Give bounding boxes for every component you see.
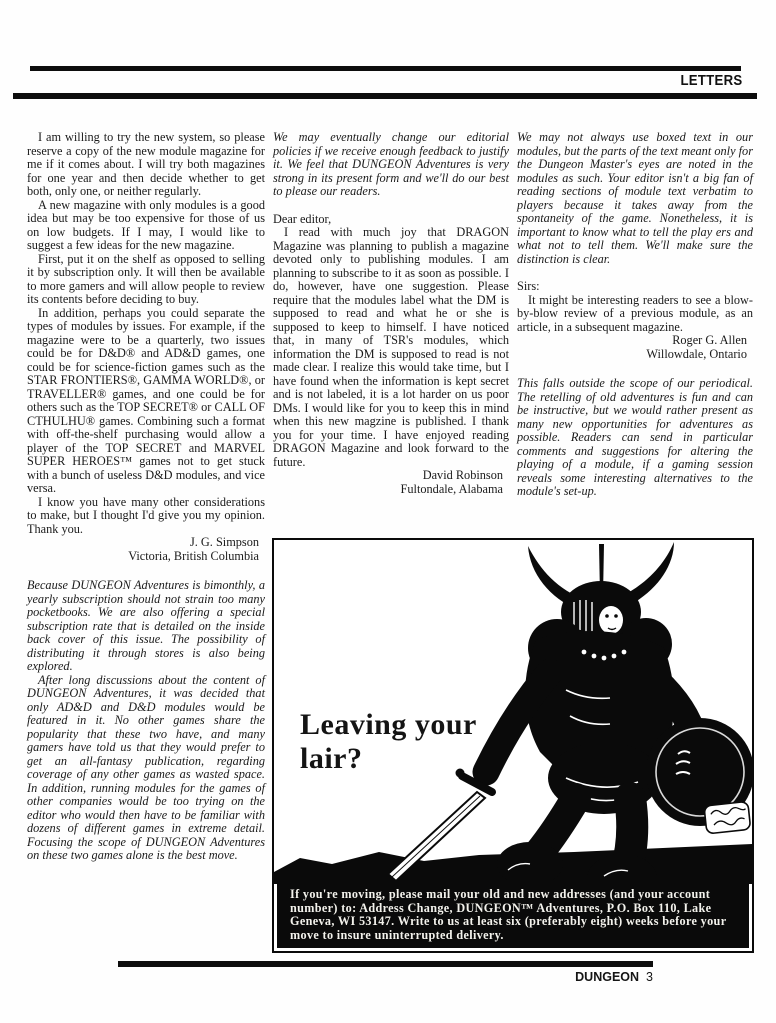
editor-reply-paragraph: We may eventually change our editorial policies if we receive enough feedback to justify it. We feel that DUNGEON Adventures is very strong in its present form and we'll do our best to please our readers. [273,130,509,198]
ad-headline [300,708,477,776]
letters-column-3 [517,131,753,499]
page-folio [575,970,653,984]
editor-reply-paragraph: We may not always use boxed text in our modules, but the parts of the text meant only for the Dungeon Master's eyes are noted in the modules as such. Your editor isn't a big fan of reading sections of module text verbatim to players because it takes away from the spontaneity of the game. Nonetheless, it is important to know what to tell the play ers and what not to tell them. We'll make sure the distinction is clear. [517,130,753,266]
letter-signature-place: Victoria, British Columbia [128,548,259,563]
editor-reply-paragraph: This falls outside the scope of our periodical. The retelling of old adventures is fun and can be instructive, but we would rather present as many new opportunities for adventures as possible. Readers can send in particular comments and suggestions for altering the playing of a module, if a gaming session reveals some interesting alternatives to the module's set-up. [517,376,753,498]
ad-headline-line2: lair? [300,742,363,775]
editor-reply-paragraph: After long discussions about the content of DUNGEON Adventures, it was decided that only AD&D and D&D modules would be featured in it. No other games share the popularity that these two have, and many gamers have told us that they would prefer to get an all-fantasy publication, regarding coverage of any other games as wasted space. In addition, running modules for the games of other companies would be too trying on the editor who would then have to be familiar with dozens of different games in extreme detail. Focusing the scope of DUNGEON Adventures on these two games alone is the best move. [27,672,265,862]
header-rule-bottom [13,93,757,99]
letters-column-1 [27,131,265,863]
page-section-title: LETTERS [680,72,742,89]
letters-column-2 [273,131,509,496]
letter-signature-name: Roger G. Allen [672,333,747,347]
address-change-text: If you're moving, please mail your old and new addresses (and your account number) to: Address Change, DUNGEON™ Adventures, P.O. Box 110, Lake Geneva, WI 53147. Write to us at least six (preferably eight) weeks before your move to insure uninterrupted delivery. [277,880,749,948]
address-change-ad [272,538,754,953]
page-number: 3 [646,970,653,984]
letter-signature-place: Fultondale, Alabama [400,481,503,496]
letter-signature-name: J. G. Simpson [189,535,259,549]
letter-paragraph: I know you have many other considerations to make, but I thought I'd give you my opinion. Thank you. [27,494,265,536]
editor-reply-paragraph: Because DUNGEON Adventures is bimonthly, a yearly subscription should not strain too many pocketbooks. We are also offering a special subscription rate that is detailed on the inside back cover of this issue. The possibility of distributing it through stores is also being explored. [27,578,265,673]
header-rule-top [30,66,741,71]
letter-paragraph: First, put it on the shelf as opposed to selling it by subscription only. It will then be available to more gamers and will allow people to review its contents before deciding to buy. [27,251,265,306]
letter-signature-name: David Robinson [422,468,503,482]
artist-signature-scribble [704,801,751,833]
letter-paragraph: It might be interesting readers to see a blow-by-blow review of a previous module, as an article, in a subsequent magazine. [517,292,753,334]
magazine-name: DUNGEON [575,970,640,984]
letter-paragraph: I read with much joy that DRAGON Magazine was planning to publish a magazine devoted only to publishing modules. I am planning to subscribe to it as soon as possible. I do, however, have one suggestion. Please require that the modules label what the DM is supposed to read and what he or she is supposed to keep to himself. I have noticed that, in many of TSR's modules, which information the DM is supposed to read is not made clear. I realize this would take time, but I have found when the information is kept secret and is not labeled, it is a lot harder on us poor DMs. I would like for you to keep this in mind when this new magzine is published. I thank you for your time. I have enjoyed reading DRAGON Magazine and look forward to the future. [273,225,509,469]
letter-paragraph: A new magazine with only modules is a good idea but may be too expensive for those of us on low budgets. If I may, I would like to suggest a few ideas for the new magazine. [27,197,265,252]
letter-paragraph: In addition, perhaps you could separate the types of modules by issues. For example, if the magazine were to be a quarterly, two issues could be for D&D® and AD&D games, one could be for science-fiction games such as the STAR FRONTIERS®, GAMMA WORLD®, or TRAVELLER® games, and one could be for others such as the TOP SECRET® or CALL OF CTHULHU® games. Combining such a format with off-the-shelf purchasing would allow a player of the TOP SECRET and MARVEL SUPER HEROES™ games not to get stuck with a bunch of useless D&D modules, and vice versa. [27,305,265,495]
letter-salutation: Sirs: [517,279,540,293]
letter-paragraph: I am willing to try the new system, so please reserve a copy of the new module magazine for me if it comes about. I will try both magazines for one year and then decide whether to get both, only one, or neither regularly. [27,130,265,198]
ad-headline-line1: Leaving your [300,708,477,741]
letter-signature-place: Willowdale, Ontario [646,346,747,361]
letter-salutation: Dear editor, [273,211,332,226]
footer-rule [118,961,653,967]
